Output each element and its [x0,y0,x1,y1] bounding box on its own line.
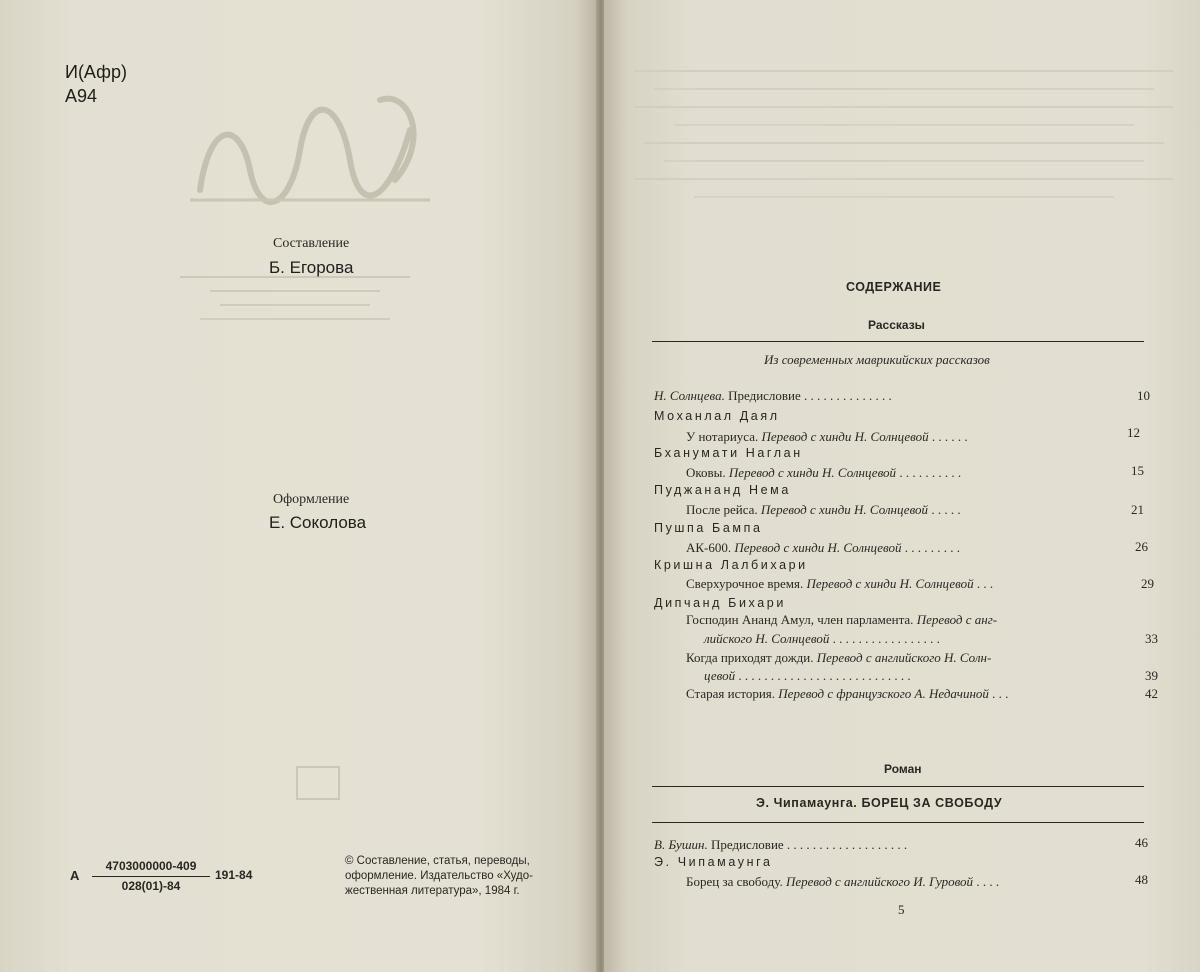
toc-entry [686,429,968,445]
novel-title: Э. Чипамаунга. БОРЕЦ ЗА СВОБОДУ [756,796,1003,810]
section-novel: Роман [884,762,922,776]
author-name: Дипчанд Бихари [654,596,786,610]
entry-dots: . . . . . . . . . [901,540,961,555]
entry-dots: . . . . . . . . . . . . . . [800,388,892,403]
toc-entry [686,465,961,481]
fraction-rule [92,876,210,877]
toc-entry [686,686,1008,702]
page-number: 26 [1135,539,1148,554]
publication-letter: А [70,868,80,883]
entry-translation-continued: цевой [704,668,736,683]
page-number: 33 [1145,631,1158,646]
author-name: Пуджананд Нема [654,483,791,497]
toc-entry [686,650,991,666]
entry-title: Старая история. [686,686,776,701]
copyright-notice [345,854,577,899]
section-rule [652,341,1144,342]
entry-translation: Перевод с французского А. Недачиной [778,686,989,701]
compiler-name: Б. Егорова [269,258,354,277]
entry-translation: Перевод с анг- [916,612,998,627]
author-name: Моханлал Даял [654,409,780,423]
entry-translation: Перевод с хинди Н. Солнцевой [761,429,929,444]
publication-numerator: 4703000000-409 [105,859,197,873]
page-number: 29 [1141,576,1154,591]
entry-title: Господин Ананд Амул, член парламента. [686,612,914,627]
copyright-line: оформление. Издательство «Худо- [345,870,533,882]
right-page [604,0,1200,972]
page-number: 42 [1145,686,1158,701]
page-number: 21 [1131,502,1144,517]
entry-dots: . . . [973,576,994,591]
left-page [0,0,598,972]
entry-title: Борец за свободу. [686,874,783,889]
entry-title: АК-600. [686,540,732,555]
toc-entry-continued [704,668,911,684]
entry-dots: . . . [988,686,1009,701]
library-code-1: И(Афр) [65,62,127,82]
page-number: 46 [1135,835,1148,850]
copyright-line: жественная литература», 1984 г. [345,885,520,897]
page-folio: 5 [898,902,905,917]
toc-entry [654,388,892,404]
compiler-label: Составление [273,236,350,251]
page-number: 12 [1127,425,1140,440]
page-number: 10 [1137,388,1150,403]
entry-dots: . . . . . . . . . . [896,465,962,480]
entry-translation: Перевод с английского Н. Солн- [816,650,992,665]
author-name: Пушпа Бампа [654,521,763,535]
section-rule [652,786,1144,787]
entry-translation: Перевод с хинди Н. Солнцевой [806,576,974,591]
entry-author: В. Бушин. [654,837,708,852]
collection-title: Из современных маврикийских рассказов [764,352,990,367]
show-through-emblem [296,766,340,800]
entry-title: У нотариуса. [686,429,759,444]
entry-translation-continued: лийского Н. Солнцевой [704,631,830,646]
designer-label: Оформление [273,492,350,507]
entry-translation: Перевод с хинди Н. Солнцевой [760,502,929,517]
entry-dots: . . . . . . . . . . . . . . . . . [829,631,940,646]
toc-entry [686,874,999,890]
author-name: Бханумати Наглан [654,446,803,460]
entry-dots: . . . . . . [928,429,968,444]
section-rule [652,822,1144,823]
entry-title: После рейса. [686,502,758,517]
page-number: 15 [1131,463,1144,478]
toc-entry [654,837,907,853]
entry-dots: . . . . . [928,502,961,517]
toc-entry-continued [704,631,940,647]
entry-translation: Перевод с английского И. Гуровой [785,874,974,889]
publication-denominator: 028(01)-84 [121,879,181,893]
toc-entry [686,502,961,518]
toc-entry [686,540,960,556]
show-through-text [634,60,1174,214]
show-through-signature [180,80,440,220]
copyright-line: © Составление, статья, переводы, [345,855,530,867]
entry-title: Когда приходят дожди. [686,650,814,665]
entry-dots: . . . . . . . . . . . . . . . . . . . [783,837,908,852]
entry-translation: Перевод с хинди Н. Солнцевой [728,465,897,480]
entry-title: Оковы. [686,465,726,480]
entry-author: Н. Солнцева. [654,388,725,403]
entry-dots: . . . . . . . . . . . . . . . . . . . . . . . . . . . [735,668,911,683]
author-name: Кришна Лалбихари [654,558,808,572]
author-name: Э. Чипамаунга [654,855,773,869]
toc-entry [686,612,997,628]
page-number: 48 [1135,872,1148,887]
entry-translation: Перевод с хинди Н. Солнцевой [734,540,902,555]
library-code-2: А94 [65,86,98,106]
entry-title: Предисловие [710,837,784,852]
page-number: 39 [1145,668,1158,683]
publication-suffix: 191-84 [215,868,253,882]
entry-dots: . . . . [973,874,1000,889]
designer-name: Е. Соколова [269,513,367,532]
entry-title: Сверхурочное время. [686,576,804,591]
entry-title: Предисловие [728,388,801,403]
contents-title: СОДЕРЖАНИЕ [846,280,942,294]
section-stories: Рассказы [868,318,925,332]
toc-entry [686,576,993,592]
